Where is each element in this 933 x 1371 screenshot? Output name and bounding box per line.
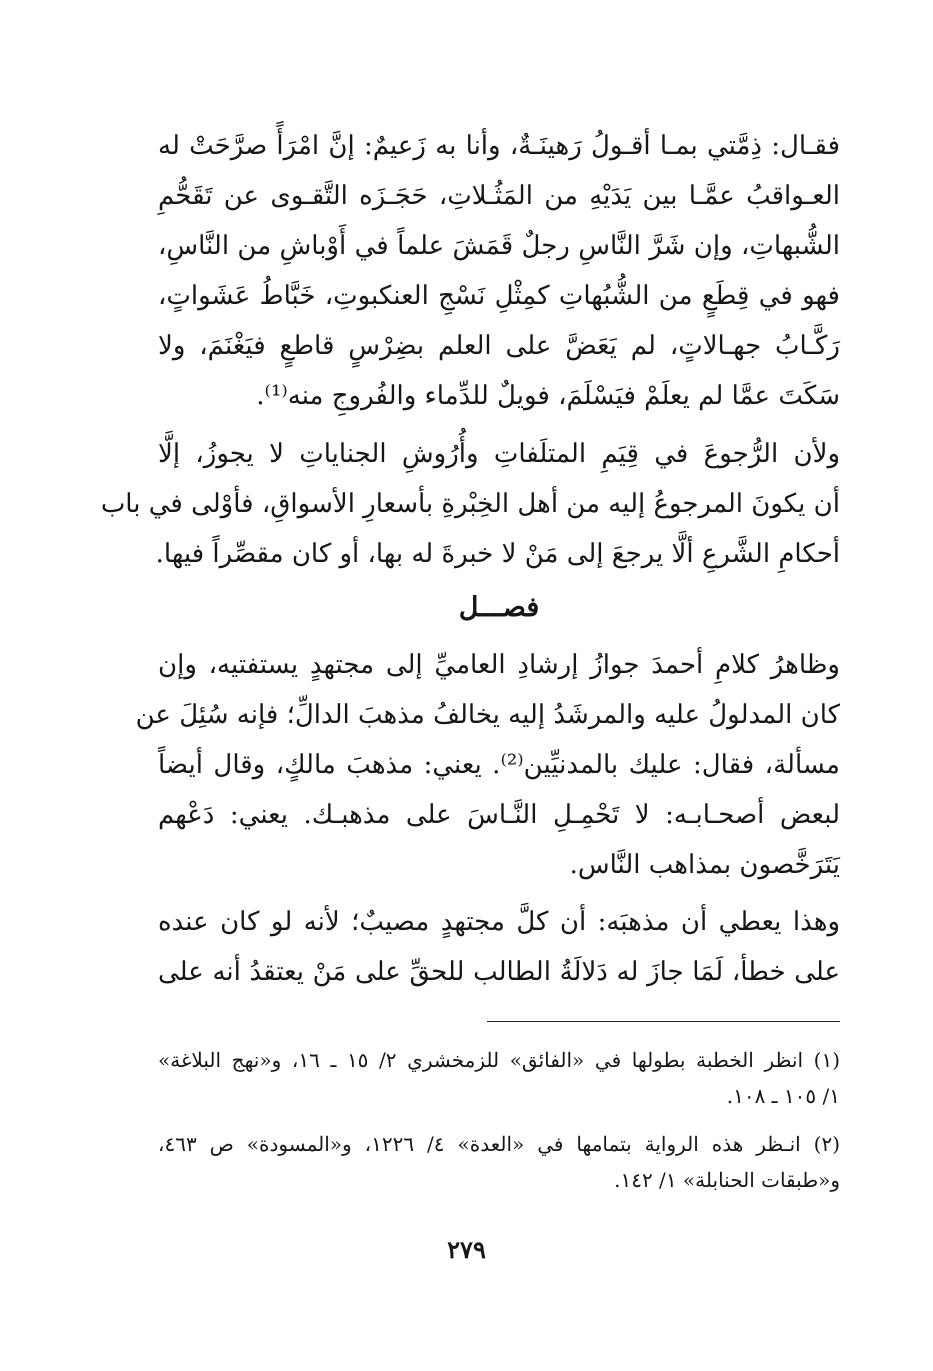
text-line: وهذا يعطي أن مذهبَه: أن كلَّ مجتهدٍ مصيبٌ؛ لأنه لو كان عنده	[158, 907, 840, 937]
footnote-line: ١/ ١٠٥ ـ ١٠٨.	[726, 1084, 840, 1108]
paragraph-2	[100, 429, 840, 579]
text-line: رَكَّـابُ جهـالاتٍ، لم يَعَضَّ على العلم بضِرْسٍ قاطعٍ فيَغْنَمَ، ولا	[158, 331, 840, 361]
footnote-line: و«طبقات الحنابلة» ١/ ١٤٢.	[614, 1168, 840, 1192]
text-line: لبعض أصحـابـه: لا تَحْمِـلِ النَّـاسَ على مذهبـك. يعني: دَعْهم	[158, 800, 840, 830]
paragraph-4	[158, 897, 840, 997]
text-line: الشُّبهاتِ، وإن شَرَّ النَّاسِ رجلٌ قَمَشَ علماً في أَوْباشِ من النَّاسِ،	[158, 231, 840, 261]
text-line: فقـال: ذِمَّتي بمـا أقـولُ رَهينَـةٌ، وأنا به زَعيمٌ: إنَّ امْرَأً صرَّحَتْ له	[158, 131, 840, 161]
footnote-separator	[487, 1021, 840, 1022]
text-line: كان المدلولُ عليه والمرشَدُ إليه يخالفُ مذهبَ الدالِّ؛ فإنه سُئِلَ عن	[135, 700, 840, 730]
text-line: أن يكونَ المرجوعُ إليه من أهل الخِبْرةِ بأسعارِ الأسواقِ، فأوْلى في باب	[100, 489, 840, 519]
paragraph-3	[135, 640, 840, 890]
text-line: سَكَتَ عمَّا لم يعلَمْ فيَسْلَمَ، فويلٌ للدِّماء والفُروجِ منه⁽¹⁾.	[256, 381, 840, 411]
section-heading: فصـــل	[458, 592, 540, 623]
footnote-2	[158, 1126, 840, 1198]
page-number: ٢٧٩	[447, 1235, 486, 1264]
text-line: ولأن الرُّجوعَ في قِيَمِ المتلَفاتِ وأُرُوشِ الجناياتِ لا يجوزُ، إلَّا	[158, 439, 840, 469]
text-line: يَتَرَخَّصون بمذاهب النَّاس.	[569, 850, 840, 880]
text-line: مسألة، فقال: عليك بالمدنيِّين⁽²⁾. يعني: مذهبَ مالكٍ، وقال أيضاً	[158, 750, 840, 780]
text-line: العـواقبُ عمَّـا بين يَدَيْهِ من المَثُـلاتِ، حَجَـزَه التَّقـوى عن تَقَحُّمِ	[158, 181, 840, 211]
text-line: وظاهرُ كلامِ أحمدَ جوازُ إرشادِ العاميِّ إلى مجتهدٍ يستفتيه، وإن	[158, 650, 840, 680]
footnote-line: (١) انظر الخطبة بطولها في «الفائق» للزمخشري ٢/ ١٥ ـ ١٦، و«نهج البلاغة»	[158, 1048, 840, 1072]
paragraph-1	[158, 121, 840, 421]
footnote-1	[158, 1042, 840, 1114]
text-line: على خطأ، لَمَا جازَ له دَلالَةُ الطالب للحقِّ على مَنْ يعتقدُ أنه على	[158, 957, 840, 987]
footnote-line: (٢) انـظر هذه الرواية بتمامها في «العدة» ٤/ ١٢٢٦، و«المسودة» ص ٤٦٣،	[158, 1132, 841, 1156]
text-line: فهو في قِطَعٍ من الشُّبُهاتِ كمِثْلِ نَسْجِ العنكبوتِ، خَبَّاطُ عَشَواتٍ،	[158, 281, 840, 311]
text-line: أحكامِ الشَّرعِ ألَّا يرجعَ إلى مَنْ لا خبرةَ له بها، أو كان مقصِّراً فيها.	[155, 539, 840, 569]
